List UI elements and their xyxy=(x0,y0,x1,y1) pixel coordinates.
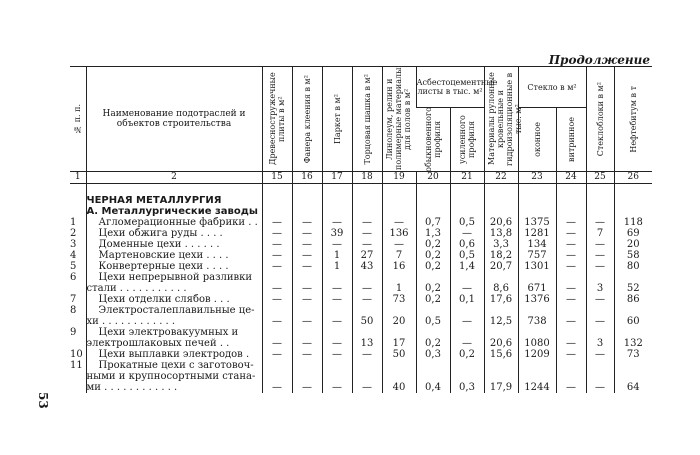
cell-value: 738 xyxy=(518,316,556,327)
row-name: Агломерационные фабрики . . xyxy=(86,217,262,228)
cell-value: 1080 xyxy=(518,338,556,349)
cell-value: 13,8 xyxy=(484,228,518,239)
row-number: 3 xyxy=(70,239,77,250)
column-number-row xyxy=(70,172,652,184)
cell-value: — xyxy=(292,316,322,327)
column-number: 15 xyxy=(262,172,292,184)
cell-value: 0,7 xyxy=(416,217,450,228)
cell-value: 60 xyxy=(614,316,652,327)
header-col-19: Линолеум, релин и полимерные материалы для полов в м² xyxy=(382,67,416,172)
cell-value: — xyxy=(586,382,614,393)
cell-value: — xyxy=(322,283,352,294)
cell-value: 0,2 xyxy=(416,294,450,305)
table-row xyxy=(70,327,652,338)
cell-value: — xyxy=(262,338,292,349)
cell-value xyxy=(416,272,450,283)
cell-value: — xyxy=(352,294,382,305)
cell-value xyxy=(450,327,484,338)
cell-value: — xyxy=(450,228,484,239)
cell-value: — xyxy=(322,349,352,360)
cell-value: 0,5 xyxy=(450,217,484,228)
column-number: 23 xyxy=(518,172,556,184)
continuation-label: Продолжение xyxy=(548,53,650,67)
cell-value: 0,5 xyxy=(416,316,450,327)
cell-value xyxy=(518,305,556,316)
cell-value: — xyxy=(262,239,292,250)
row-name: ными и крупносортными стана- xyxy=(86,371,262,382)
header-group-asbestos: Асбестоцементные листы в тыс. м² xyxy=(416,67,484,108)
table-row xyxy=(70,217,652,228)
cell-value: — xyxy=(322,316,352,327)
cell-value: — xyxy=(292,217,322,228)
row-name: стали . . . . . . . . . . . xyxy=(86,283,262,294)
cell-value: — xyxy=(586,349,614,360)
cell-value: — xyxy=(556,239,586,250)
cell-value: — xyxy=(322,338,352,349)
cell-value: — xyxy=(292,283,322,294)
cell-value: — xyxy=(556,349,586,360)
cell-value: — xyxy=(292,349,322,360)
table-body xyxy=(70,184,652,394)
row-name: электрошлаковых печей . . xyxy=(86,338,262,349)
cell-value xyxy=(382,272,416,283)
row-number: 1 xyxy=(70,217,77,228)
table-row xyxy=(70,360,652,371)
cell-value: 1375 xyxy=(518,217,556,228)
cell-value: — xyxy=(322,382,352,393)
header-col-21: усиленного профиля xyxy=(450,108,484,172)
cell-value xyxy=(262,360,292,371)
row-number xyxy=(70,338,86,349)
cell-value xyxy=(292,360,322,371)
row-name: Мартеновские цехи . . . . xyxy=(86,250,262,261)
cell-value: 7 xyxy=(382,250,416,261)
cell-value: — xyxy=(262,250,292,261)
cell-value xyxy=(262,371,292,382)
cell-value: 73 xyxy=(382,294,416,305)
cell-value xyxy=(292,305,322,316)
cell-value: 20 xyxy=(382,316,416,327)
cell-value: 0,6 xyxy=(450,239,484,250)
cell-value: — xyxy=(586,316,614,327)
cell-value: 17,6 xyxy=(484,294,518,305)
cell-value: 1 xyxy=(382,283,416,294)
cell-value: 0,5 xyxy=(450,250,484,261)
row-number xyxy=(70,371,86,382)
column-number: 20 xyxy=(416,172,450,184)
cell-value: 17 xyxy=(382,338,416,349)
row-number: 7 xyxy=(70,294,77,305)
cell-value: — xyxy=(556,217,586,228)
cell-value xyxy=(518,272,556,283)
table-row xyxy=(70,239,652,250)
cell-value: — xyxy=(262,217,292,228)
cell-value: 17,9 xyxy=(484,382,518,393)
cell-value: 3 xyxy=(586,338,614,349)
row-number xyxy=(70,382,86,393)
cell-value: — xyxy=(262,316,292,327)
row-name: Цехи отделки слябов . . . xyxy=(86,294,262,305)
cell-value: 86 xyxy=(614,294,652,305)
row-number xyxy=(70,316,86,327)
cell-value xyxy=(614,371,652,382)
table-row xyxy=(70,338,652,349)
cell-value: 52 xyxy=(614,283,652,294)
cell-value: 16 xyxy=(382,261,416,272)
cell-value: 7 xyxy=(586,228,614,239)
cell-value: 134 xyxy=(518,239,556,250)
cell-value xyxy=(586,327,614,338)
cell-value xyxy=(586,371,614,382)
cell-value xyxy=(262,327,292,338)
cell-value xyxy=(416,360,450,371)
cell-value: — xyxy=(352,349,382,360)
cell-value xyxy=(292,272,322,283)
cell-value: — xyxy=(292,338,322,349)
cell-value: — xyxy=(292,382,322,393)
cell-value: — xyxy=(262,349,292,360)
cell-value: — xyxy=(556,250,586,261)
cell-value: 136 xyxy=(382,228,416,239)
table-row xyxy=(70,294,652,305)
table-row xyxy=(70,316,652,327)
header-no: № п. п. xyxy=(70,67,86,172)
cell-value: 0,2 xyxy=(416,250,450,261)
materials-table xyxy=(70,66,652,393)
cell-value xyxy=(416,305,450,316)
cell-value: 0,2 xyxy=(416,338,450,349)
cell-value: — xyxy=(556,294,586,305)
cell-value xyxy=(322,272,352,283)
header-col-24: витринное xyxy=(556,108,586,172)
column-number: 21 xyxy=(450,172,484,184)
cell-value: 0,2 xyxy=(416,261,450,272)
cell-value: 0,2 xyxy=(416,283,450,294)
cell-value: — xyxy=(352,217,382,228)
header-col-25: Стеклоблоки в м² xyxy=(586,67,614,172)
table-row xyxy=(70,272,652,283)
table-row xyxy=(70,228,652,239)
cell-value: 132 xyxy=(614,338,652,349)
row-name: хи . . . . . . . . . . . . xyxy=(86,316,262,327)
cell-value: — xyxy=(586,239,614,250)
cell-value: 20 xyxy=(614,239,652,250)
cell-value: 1 xyxy=(322,250,352,261)
cell-value: — xyxy=(262,261,292,272)
cell-value xyxy=(556,371,586,382)
cell-value xyxy=(450,360,484,371)
cell-value: — xyxy=(450,338,484,349)
cell-value: 1376 xyxy=(518,294,556,305)
row-name: Электросталеплавильные це- xyxy=(86,305,262,316)
cell-value: 0,3 xyxy=(416,349,450,360)
cell-value: — xyxy=(292,294,322,305)
cell-value: — xyxy=(352,228,382,239)
cell-value xyxy=(556,360,586,371)
cell-value: 43 xyxy=(352,261,382,272)
cell-value xyxy=(518,327,556,338)
cell-value xyxy=(450,371,484,382)
cell-value: 73 xyxy=(614,349,652,360)
row-number: 8 xyxy=(70,305,77,316)
cell-value: — xyxy=(292,239,322,250)
cell-value: 0,1 xyxy=(450,294,484,305)
column-number: 18 xyxy=(352,172,382,184)
cell-value: 0,2 xyxy=(416,239,450,250)
header-col-23: оконное xyxy=(518,108,556,172)
table-row xyxy=(70,382,652,393)
cell-value: 1,3 xyxy=(416,228,450,239)
cell-value xyxy=(556,272,586,283)
cell-value xyxy=(352,360,382,371)
cell-value: — xyxy=(322,217,352,228)
cell-value xyxy=(416,327,450,338)
cell-value xyxy=(352,327,382,338)
column-number: 25 xyxy=(586,172,614,184)
cell-value xyxy=(382,360,416,371)
cell-value: 1301 xyxy=(518,261,556,272)
cell-value: 64 xyxy=(614,382,652,393)
header-col-20: обыкновенного профиля xyxy=(423,107,442,172)
cell-value xyxy=(484,371,518,382)
row-name: Конвертерные цехи . . . . xyxy=(86,261,262,272)
cell-value: — xyxy=(450,283,484,294)
cell-value xyxy=(382,305,416,316)
cell-value: — xyxy=(556,382,586,393)
cell-value xyxy=(586,360,614,371)
column-number: 16 xyxy=(292,172,322,184)
cell-value xyxy=(484,305,518,316)
cell-value xyxy=(352,371,382,382)
cell-value: — xyxy=(586,261,614,272)
cell-value xyxy=(614,360,652,371)
row-number: 9 xyxy=(70,327,77,338)
header-col-16: Фанера клеения в м² xyxy=(292,67,322,172)
cell-value: 39 xyxy=(322,228,352,239)
cell-value: 13 xyxy=(352,338,382,349)
cell-value: 0,4 xyxy=(416,382,450,393)
cell-value xyxy=(484,272,518,283)
table-row xyxy=(70,261,652,272)
column-number: 22 xyxy=(484,172,518,184)
cell-value: 18,2 xyxy=(484,250,518,261)
header-col-17: Паркет в м² xyxy=(322,67,352,172)
cell-value: 12,5 xyxy=(484,316,518,327)
row-name: Цехи электровакуумных и xyxy=(86,327,262,338)
cell-value: — xyxy=(556,338,586,349)
row-number: 10 xyxy=(70,349,83,360)
cell-value xyxy=(352,305,382,316)
row-number: 6 xyxy=(70,272,77,283)
cell-value: — xyxy=(382,217,416,228)
cell-value: 50 xyxy=(382,349,416,360)
table-row xyxy=(70,371,652,382)
cell-value: 1 xyxy=(322,261,352,272)
cell-value xyxy=(322,327,352,338)
cell-value: — xyxy=(292,228,322,239)
cell-value xyxy=(586,272,614,283)
cell-value xyxy=(322,360,352,371)
cell-value: — xyxy=(292,261,322,272)
row-number: 4 xyxy=(70,250,77,261)
cell-value xyxy=(556,327,586,338)
cell-value xyxy=(586,305,614,316)
cell-value: 0,3 xyxy=(450,382,484,393)
row-name: Цехи обжига руды . . . . xyxy=(86,228,262,239)
cell-value: — xyxy=(586,217,614,228)
cell-value: — xyxy=(292,250,322,261)
cell-value: — xyxy=(262,283,292,294)
cell-value: 20,6 xyxy=(484,338,518,349)
cell-value xyxy=(614,327,652,338)
cell-value: 40 xyxy=(382,382,416,393)
cell-value xyxy=(450,305,484,316)
table-row xyxy=(70,349,652,360)
cell-value: — xyxy=(262,382,292,393)
cell-value xyxy=(352,272,382,283)
table-row xyxy=(70,305,652,316)
header-col-26: Нефтебитум в т xyxy=(614,67,652,172)
cell-value xyxy=(322,371,352,382)
cell-value: 3,3 xyxy=(484,239,518,250)
cell-value: — xyxy=(352,239,382,250)
cell-value: 1244 xyxy=(518,382,556,393)
cell-value: 757 xyxy=(518,250,556,261)
cell-value: 69 xyxy=(614,228,652,239)
cell-value: — xyxy=(352,382,382,393)
cell-value xyxy=(292,371,322,382)
cell-value: 1281 xyxy=(518,228,556,239)
cell-value xyxy=(262,305,292,316)
cell-value: 118 xyxy=(614,217,652,228)
cell-value: 1209 xyxy=(518,349,556,360)
cell-value xyxy=(450,272,484,283)
cell-value: 50 xyxy=(352,316,382,327)
row-number: 2 xyxy=(70,228,77,239)
cell-value xyxy=(484,327,518,338)
row-number: 11 xyxy=(70,360,83,371)
column-number: 1 xyxy=(70,172,86,184)
cell-value: — xyxy=(556,228,586,239)
subsection-title: А. Металлургические заводы xyxy=(86,206,262,217)
cell-value xyxy=(518,371,556,382)
cell-value: 0,2 xyxy=(450,349,484,360)
cell-value: — xyxy=(382,239,416,250)
cell-value: 20,6 xyxy=(484,217,518,228)
column-number: 24 xyxy=(556,172,586,184)
cell-value: — xyxy=(322,294,352,305)
cell-value: 15,6 xyxy=(484,349,518,360)
row-name: Доменные цехи . . . . . . xyxy=(86,239,262,250)
cell-value: 671 xyxy=(518,283,556,294)
column-number: 26 xyxy=(614,172,652,184)
row-number: 5 xyxy=(70,261,77,272)
row-name: ми . . . . . . . . . . . . xyxy=(86,382,262,393)
cell-value xyxy=(556,305,586,316)
cell-value: — xyxy=(556,316,586,327)
row-name: Цехи выплавки электродов . xyxy=(86,349,262,360)
cell-value xyxy=(382,371,416,382)
cell-value xyxy=(518,360,556,371)
cell-value: — xyxy=(322,239,352,250)
cell-value: 80 xyxy=(614,261,652,272)
cell-value: — xyxy=(262,228,292,239)
cell-value xyxy=(484,360,518,371)
table-header xyxy=(70,67,652,184)
cell-value: 1,4 xyxy=(450,261,484,272)
table-row xyxy=(70,283,652,294)
header-col-18: Торцовая шашка в м² xyxy=(352,67,382,172)
cell-value: — xyxy=(586,294,614,305)
cell-value: 8,6 xyxy=(484,283,518,294)
cell-value: — xyxy=(450,316,484,327)
section-title: ЧЕРНАЯ МЕТАЛЛУРГИЯ xyxy=(86,195,262,206)
cell-value xyxy=(416,371,450,382)
cell-value xyxy=(382,327,416,338)
cell-value: — xyxy=(352,283,382,294)
header-name: Наименование подотраслей и объектов строительства xyxy=(86,67,262,172)
cell-value: — xyxy=(556,261,586,272)
cell-value: 20,7 xyxy=(484,261,518,272)
cell-value: 3 xyxy=(586,283,614,294)
header-col-22: Материалы рулонные кровельные и гидроизоляционные в тыс. м² xyxy=(484,67,518,172)
cell-value: — xyxy=(586,250,614,261)
column-number: 17 xyxy=(322,172,352,184)
header-col-15: Древесностружечные плиты в м² xyxy=(262,67,292,172)
column-number: 2 xyxy=(86,172,262,184)
cell-value xyxy=(262,272,292,283)
table-row xyxy=(70,250,652,261)
cell-value xyxy=(322,305,352,316)
column-number: 19 xyxy=(382,172,416,184)
cell-value xyxy=(614,272,652,283)
cell-value xyxy=(614,305,652,316)
cell-value xyxy=(292,327,322,338)
row-name: Прокатные цехи с заготовоч- xyxy=(86,360,262,371)
header-group-glass: Стекло в м² xyxy=(518,67,586,108)
row-name: Цехи непрерывной разливки xyxy=(86,272,262,283)
cell-value: 27 xyxy=(352,250,382,261)
cell-value: 58 xyxy=(614,250,652,261)
cell-value: — xyxy=(556,283,586,294)
row-number xyxy=(70,283,86,294)
page-number: 53 xyxy=(36,392,50,409)
cell-value: — xyxy=(262,294,292,305)
